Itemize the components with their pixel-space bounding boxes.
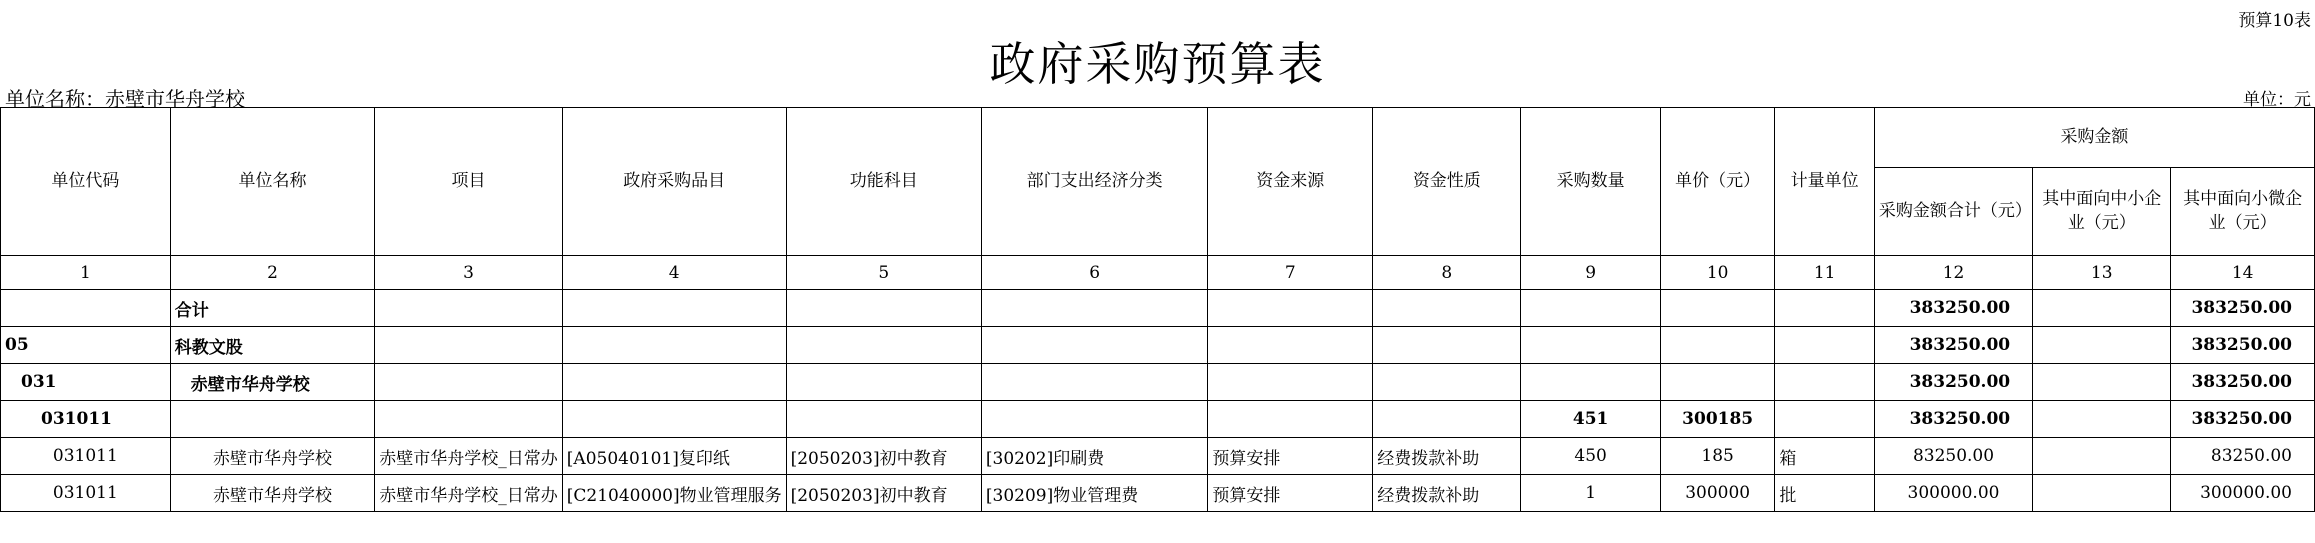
cell-unit-code: 031 (1, 364, 171, 401)
col-header-unit-price: 单价（元） (1660, 108, 1775, 256)
col-header-fund-nature: 资金性质 (1373, 108, 1521, 256)
col-header-unit-code: 单位代码 (1, 108, 171, 256)
table-row-detail (1, 438, 2315, 475)
cell-unit-code (1, 290, 171, 327)
cell-sme (2033, 327, 2171, 364)
cell-project (375, 401, 563, 438)
cell-item (562, 327, 786, 364)
column-number: 9 (1521, 256, 1661, 290)
cell-price: 300000 (1660, 475, 1775, 512)
col-header-quantity: 采购数量 (1521, 108, 1661, 256)
cell-quantity: 1 (1521, 475, 1661, 512)
cell-economic (981, 327, 1207, 364)
cell-total: 383250.00 (1874, 401, 2032, 438)
cell-quantity (1521, 290, 1661, 327)
cell-item (562, 364, 786, 401)
cell-item: [A05040101]复印纸 (562, 438, 786, 475)
cell-price (1660, 290, 1775, 327)
cell-unit-code: 031011 (1, 401, 171, 438)
unit-name-label: 单位名称：赤壁市华舟学校 (5, 87, 245, 111)
cell-economic: [30209]物业管理费 (981, 475, 1207, 512)
cell-sme (2033, 401, 2171, 438)
cell-micro: 83250.00 (2171, 438, 2315, 475)
cell-project (375, 290, 563, 327)
col-header-unit-name: 单位名称 (170, 108, 375, 256)
column-number: 5 (786, 256, 981, 290)
cell-unit-name: 赤壁市华舟学校 (170, 364, 375, 401)
procurement-budget-table (0, 107, 2315, 512)
cell-unit: 批 (1775, 475, 1874, 512)
table-row-detail (1, 475, 2315, 512)
column-number: 7 (1208, 256, 1373, 290)
cell-unit-name: 合计 (170, 290, 375, 327)
cell-quantity: 450 (1521, 438, 1661, 475)
cell-nature (1373, 401, 1521, 438)
cell-sme (2033, 475, 2171, 512)
cell-economic: [30202]印刷费 (981, 438, 1207, 475)
column-number-row (1, 256, 2315, 290)
cell-sme (2033, 438, 2171, 475)
table-row-subtotal (1, 401, 2315, 438)
column-number: 4 (562, 256, 786, 290)
cell-unit-name: 赤壁市华舟学校 (170, 475, 375, 512)
column-number: 13 (2033, 256, 2171, 290)
table-row-department (1, 327, 2315, 364)
cell-economic (981, 401, 1207, 438)
cell-source (1208, 290, 1373, 327)
cell-micro: 383250.00 (2171, 364, 2315, 401)
cell-project (375, 364, 563, 401)
cell-economic (981, 364, 1207, 401)
cell-unit-name: 科教文股 (170, 327, 375, 364)
cell-nature (1373, 364, 1521, 401)
cell-unit-code: 031011 (1, 475, 171, 512)
cell-quantity (1521, 327, 1661, 364)
cell-unit-name: 赤壁市华舟学校 (170, 438, 375, 475)
cell-source (1208, 401, 1373, 438)
cell-price: 185 (1660, 438, 1775, 475)
form-number: 预算10表 (2238, 11, 2311, 31)
cell-unit: 箱 (1775, 438, 1874, 475)
cell-unit-code: 05 (1, 327, 171, 364)
cell-project (375, 327, 563, 364)
column-number: 6 (981, 256, 1207, 290)
cell-unit-code: 031011 (1, 438, 171, 475)
col-header-project: 项目 (375, 108, 563, 256)
cell-source: 预算安排 (1208, 475, 1373, 512)
cell-price (1660, 327, 1775, 364)
cell-sme (2033, 290, 2171, 327)
cell-function: [2050203]初中教育 (786, 438, 981, 475)
cell-function: [2050203]初中教育 (786, 475, 981, 512)
currency-unit-label: 单位：元 (2243, 90, 2311, 110)
cell-item: [C21040000]物业管理服务 (562, 475, 786, 512)
cell-total: 83250.00 (1874, 438, 2032, 475)
cell-unit-name (170, 401, 375, 438)
cell-micro: 300000.00 (2171, 475, 2315, 512)
cell-source (1208, 327, 1373, 364)
cell-function (786, 364, 981, 401)
col-header-sme-amount: 其中面向中小企业（元） (2033, 168, 2171, 256)
cell-quantity (1521, 364, 1661, 401)
column-number: 10 (1660, 256, 1775, 290)
page-title: 政府采购预算表 (989, 37, 1326, 91)
cell-micro: 383250.00 (2171, 401, 2315, 438)
cell-source: 预算安排 (1208, 438, 1373, 475)
col-header-economic-class: 部门支出经济分类 (981, 108, 1207, 256)
cell-economic (981, 290, 1207, 327)
cell-unit (1775, 327, 1874, 364)
cell-total: 383250.00 (1874, 327, 2032, 364)
col-header-total-amount: 采购金额合计（元） (1874, 168, 2032, 256)
cell-sme (2033, 364, 2171, 401)
cell-item (562, 290, 786, 327)
cell-function (786, 401, 981, 438)
column-number: 1 (1, 256, 171, 290)
cell-total: 383250.00 (1874, 364, 2032, 401)
cell-project: 赤壁市华舟学校_日常办 (375, 438, 563, 475)
cell-nature: 经费拨款补助 (1373, 438, 1521, 475)
cell-function (786, 327, 981, 364)
cell-nature: 经费拨款补助 (1373, 475, 1521, 512)
cell-price (1660, 364, 1775, 401)
col-header-function-subject: 功能科目 (786, 108, 981, 256)
col-header-procurement-item: 政府采购品目 (562, 108, 786, 256)
cell-item (562, 401, 786, 438)
cell-total: 383250.00 (1874, 290, 2032, 327)
cell-total: 300000.00 (1874, 475, 2032, 512)
cell-quantity: 451 (1521, 401, 1661, 438)
cell-unit (1775, 401, 1874, 438)
cell-price: 300185 (1660, 401, 1775, 438)
cell-source (1208, 364, 1373, 401)
column-number: 8 (1373, 256, 1521, 290)
table-row-unit (1, 364, 2315, 401)
cell-nature (1373, 290, 1521, 327)
cell-project: 赤壁市华舟学校_日常办 (375, 475, 563, 512)
column-number: 2 (170, 256, 375, 290)
cell-function (786, 290, 981, 327)
cell-unit (1775, 364, 1874, 401)
cell-nature (1373, 327, 1521, 364)
col-header-micro-amount: 其中面向小微企业（元） (2171, 168, 2315, 256)
col-header-fund-source: 资金来源 (1208, 108, 1373, 256)
column-number: 12 (1874, 256, 2032, 290)
cell-micro: 383250.00 (2171, 290, 2315, 327)
cell-micro: 383250.00 (2171, 327, 2315, 364)
column-number: 3 (375, 256, 563, 290)
col-header-measure-unit: 计量单位 (1775, 108, 1874, 256)
col-header-group-amount: 采购金额 (1874, 108, 2314, 168)
cell-unit (1775, 290, 1874, 327)
column-number: 11 (1775, 256, 1874, 290)
table-row-total (1, 290, 2315, 327)
column-number: 14 (2171, 256, 2315, 290)
